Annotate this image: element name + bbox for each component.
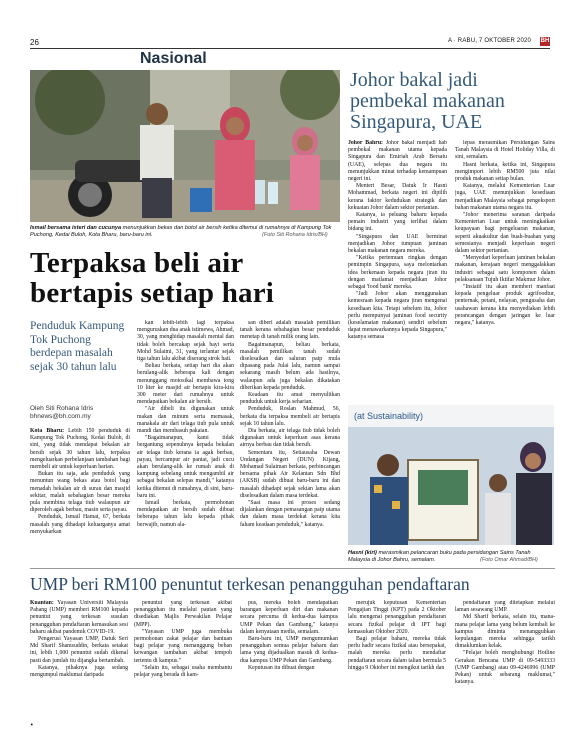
caption2-text: merasmikan pelancaran buku pada persidangan Sains Tanah Malaysia di Johor Bahru, semalam.	[348, 550, 531, 563]
newspaper-logo: BH	[540, 38, 550, 44]
article-paragraph	[240, 428, 340, 450]
paragraph-text: Penduduk, Roslan Mahmud, 56, berkata dia terpaksa membeli air bertapis sejak 10 tahun lalu.	[240, 406, 340, 427]
caption-text: menunjukkan bekas dan botol air bersih ketika ditemui di rumahnya di Kampung Tok Puchong, Kedai Buloh, Kota Bharu, baru-baru ini.	[30, 225, 332, 238]
byline-email: bhnews@bh.com.my	[30, 413, 91, 420]
article-paragraph	[348, 183, 447, 212]
byline	[30, 405, 93, 421]
article-paragraph	[137, 406, 234, 435]
paragraph-text: pendaftaran yang ditetapkan melalui laman sesawang UMP.	[455, 600, 555, 614]
article-paragraph	[137, 500, 234, 529]
paragraph-text: Bukan itu saja, ada penduduk yang menuntun wang bekas atau botol bagi menadah bekalan air di surau dan masjid sekitar, malah sebahagian besar mereka pula membina telaga tiub walaupun air diperoleh agak berbau, masin serta payau.	[30, 471, 130, 514]
paragraph-text: Beliau berkata, setiap hari dia akan berulang-alik beberapa kali dengan menunggang motosikal membawa tong 10 liter ke masjid air bertapis kira-kira 300 meter dari rumahnya untuk mendapatkan bekalan air bersih.	[137, 363, 234, 406]
right-photo-illustration	[348, 405, 554, 545]
banner-text: (at Sustainability)	[354, 411, 424, 421]
right-headline	[350, 70, 555, 133]
article-paragraph	[240, 392, 340, 406]
dateline: Johor Bahru:	[348, 140, 383, 146]
article-paragraph	[30, 636, 128, 665]
article-paragraph	[134, 600, 232, 629]
page-mark: •	[30, 722, 34, 729]
right-story-column-2	[455, 140, 555, 400]
main-headline	[30, 248, 340, 308]
article-paragraph	[348, 212, 447, 234]
article-paragraph	[348, 636, 446, 672]
right-headline-line1: Johor bakal jadi	[350, 69, 478, 91]
paragraph-text: "Insiatif itu akan memberi manfaat kepada pengeluar produk agrifoodtur, penternak, petani, nelayan, pengusaha dan usahawan kerana kita menyediakan lebih perancangan dengan jaringan ke luar negara," katanya.	[455, 284, 555, 327]
page-number: 26	[30, 38, 39, 47]
paragraph-text: Baru-baru ini, UMP mengumumkan penangguhan semua pelajar baharu dan lama yang dijadualkan masuk di kedua-dua kampus UMP Pekan dan Gambang.	[240, 636, 338, 664]
article-paragraph	[240, 406, 340, 428]
right-story-column-1	[348, 140, 447, 400]
dateline: Kuantan:	[30, 600, 54, 606]
paragraph-text: Dia berkata, air telaga tiub tidak boleh digunakan untuk keperluan asas kerana airnya berbau dan tidak bersih.	[240, 428, 340, 449]
paragraph-text: san diberi adalah masalah pemilikan tanah kerana sebahagian besar penduduk menetap di tanah milik orang lain.	[240, 320, 340, 341]
article-paragraph	[30, 665, 128, 679]
article-paragraph	[240, 600, 338, 636]
article-paragraph	[348, 255, 447, 291]
caption-bold: Ismail bersama isteri dan cucunya	[30, 225, 122, 231]
article-paragraph	[348, 140, 447, 183]
paragraph-text: Pengerusi Yayasan UMP, Datuk Seri Md Sharif Shamsuddin, berkata setakat ini, lebih 1,000 penuntut sudah dikenal pasti dan jumlah itu dijangka bertambah.	[30, 636, 128, 664]
paragraph-text: "Singapura dan UAE berminat menjadikan Johor tumpuan jaminan bekalan makanan negara mereka.	[348, 233, 447, 255]
article-paragraph	[240, 450, 340, 500]
main-headline-line2: bertapis setiap hari	[30, 277, 275, 309]
paragraph-text: lepas merasmikan Persidangan Sains Tanah Malaysia di Hotel Holiday Villa, di sini, semalam.	[455, 140, 555, 161]
paragraph-text: Lebih 150 penduduk di Kampung Tok Puchong, Kedai Buloh, di sini, yang tidak mendapat bekalan air bersih sejak 30 tahun lalu, terpaksa mengeluarkan perbelanjaan tambahan bagi membeli air untuk keperluan harian.	[30, 428, 130, 471]
standfirst: Penduduk Kampung Tok Puchong berdepan masalah sejak 30 tahun lalu	[30, 320, 125, 373]
bottom-story-column-5	[455, 600, 555, 718]
paragraph-text: Ismail berkata, permohonan mendapatkan air bersih sudah dibuat beberapa tahun lalu kepada pihak berwajib, namun ala-	[137, 500, 234, 528]
article-paragraph	[348, 600, 446, 636]
article-paragraph	[30, 428, 130, 471]
bottom-story-column-4	[348, 600, 446, 718]
paragraph-text: Yayasan Universiti Malaysia Pahang (UMP) memberi RM100 kepada penuntut yang terkesan susulan penangguhan pendaftaran kemasukan sesi baharu akibat pandemik COVID-19.	[30, 600, 128, 635]
article-paragraph	[134, 629, 232, 665]
article-paragraph	[137, 363, 234, 406]
main-photo-credit: (Foto Siti Rohana Idris/BH)	[262, 232, 328, 238]
paragraph-text: "Menyedari keperluan jaminan bekalan makanan, kerajaan negeri menggalakkan industri sebagai satu komponen dalam pelaksanaan Tujuh Iktifar Makmur Johor.	[455, 255, 555, 283]
section-label: Nasional	[140, 50, 207, 67]
paragraph-text: Penduduk, Ismail Hamat, 67, berkata masalah yang dihadapi keluarganya amat menyukarkan	[30, 514, 130, 535]
bottom-divider	[30, 568, 555, 569]
byline-name: Oleh Siti Rohana Idris	[30, 405, 94, 412]
paragraph-text: "Pelajar boleh menghubungi Hotline Gerakan Bencana UMP di 09-5493333 (UMP Gambang) atau 09-4246996 (UMP Pekan) untuk sebarang maklumat," katanya.	[455, 650, 555, 686]
main-photo-illustration	[30, 70, 340, 222]
paragraph-text: kan lebih-lebih lagi terpaksa menguruskan dua anak istimewa, Ahmad, 30, yang menghidap masalah mental dan tidak boleh bercakap sejak bayi serta Mohd Sulaimi, 31, yang terlantar sejak tiga tahun lalu akibat diserang strok hati.	[137, 320, 234, 363]
article-paragraph	[455, 183, 555, 212]
paragraph-text: Md Sharif berkata, selain itu, mana-mana pelajar lama yang belum kembali ke kampus diminta menangguhkan kepulangan mereka sehingga tarikh dimaklumkan kelak.	[455, 614, 555, 650]
paragraph-text: "Air dibeli itu digunakan untuk makan dan minum serta memasak, manakala air dari telaga tiub pula untuk mandi dan membasuh pakaian.	[137, 406, 234, 435]
article-paragraph	[30, 471, 130, 514]
paragraph-text: penuntut yang terkesan akibat penangguhan itu melalui pautan yang disediakan Majlis Perwakilan Pelajar (MPP).	[134, 600, 232, 628]
article-paragraph	[240, 342, 340, 392]
article-paragraph	[455, 255, 555, 284]
paragraph-text: merujuk keputusan Kementerian Pengajian Tinggi (KPT) pada 2 Oktober lalu mengenai penangguhan pendaftaran secara fizikal pelajar di IPT bagi kemasukan Oktober 2020.	[348, 600, 446, 635]
article-paragraph	[137, 320, 234, 363]
bottom-story-column-2	[134, 600, 232, 718]
article-paragraph	[137, 435, 234, 500]
article-paragraph	[348, 291, 447, 341]
right-headline-line2: pembekal makanan	[350, 90, 505, 112]
bottom-story-column-1	[30, 600, 128, 718]
right-photo-credit: (Foto Omar Ahmad/BH)	[480, 557, 538, 563]
article-paragraph	[455, 140, 555, 162]
article-paragraph	[30, 600, 128, 636]
paragraph-text: "Johor menerima saranan daripada Kementerian Luar untuk meningkatkan keupayaan bagi pengeluaran makanan, seperti akuakultur dan buah-buahan yang semesianya menjadi keperluan negeri dalam sektor pertanian.	[455, 212, 555, 255]
paragraph-text: "Selain itu, sebagai usaha membantu pelajar yang berada di kam-	[134, 664, 232, 679]
paragraph-text: Johor bakal menjadi hab pembekal makanan utama kepada Singapura dan Emiriah Arab Bersatu (UAE), selepas dua negara itu menunjukkan minat terhadap kemampuan negeri ini.	[348, 140, 447, 183]
main-headline-line1: Terpaksa beli air	[30, 247, 244, 279]
main-story-column-3	[240, 320, 340, 540]
bottom-story-column-3	[240, 600, 338, 718]
paragraph-text: pus, mereka boleh mendapatkan barangan keperluan diri dan makanan secara percuma di kedua-dua kampus UMP Pekan dan Gambang," katanya dalam kenyataan media, semalam.	[240, 600, 338, 635]
header-rule	[30, 48, 550, 49]
paragraph-text: "Yayasan UMP juga membuka permohonan zakat pelajar dan bantuan bagi pelajar yang menanggung beban kewangan tambahan akibat tempoh tertentu di kampus."	[134, 628, 232, 664]
paragraph-text: Keputusan itu dibuat dengan	[248, 664, 315, 671]
paragraph-text: "Ketika pertemuan ringkas dengan pemimpin Singapura, saya melontarkan idea berkenaan kepada negara jiran itu dengan matlamat menjadikan Johor sebagai 'food bank' mereka.	[348, 255, 447, 291]
main-story-column-2	[137, 320, 234, 540]
right-photo	[348, 405, 554, 545]
date-line: A · RABU, 7 OKTOBER 2020	[448, 38, 532, 44]
caption2-bold: Hasni (kiri)	[348, 550, 377, 556]
main-story-column-1	[30, 428, 130, 540]
article-paragraph	[134, 665, 232, 679]
article-paragraph	[455, 600, 555, 614]
paragraph-text: "Saat masa ini proses sedang dijalankan dengan pemasangan paip utama dan dalam masa terdekat kerana kita faham keadaan penduduk," katanya.	[240, 500, 340, 528]
paragraph-text: Katanya, ia peluang baharu kepada pemain industri yang terlibat dalam bidang ini.	[348, 212, 447, 233]
article-paragraph	[455, 212, 555, 255]
paragraph-text: Bagaimanapun, beliau berkata, masalah pemilikan tanah sudah diselesaikan dan saluran paip mula dipasang pada Julai lalu, namun sampai sekarang masih belum ada hasilnya, walaupun ada juga bekalan dikatakan diberikan kepada penduduk.	[240, 341, 340, 391]
dateline: Kota Bharu:	[30, 428, 65, 434]
article-paragraph	[455, 162, 555, 184]
article-paragraph	[30, 514, 130, 536]
paragraph-text: "Bagaimanapun, kami tidak bergantung sepenuhnya kepada bekalan air telaga tiub kerana ia agak berbau, payau, bercampur air pantai, jadi cucu akan berulang-alik ke rumah anak di kampung sebelang untuk mengambil air sebagai bekalan selepas mandi," katanya ketika ditemui di rumahnya, di sini, baru-baru ini.	[137, 435, 234, 499]
article-paragraph	[240, 500, 340, 529]
main-photo	[30, 70, 340, 222]
paragraph-text: Keadaan itu amat menyulitkan penduduk untuk kerja seharian.	[240, 392, 340, 406]
bottom-headline: UMP beri RM100 penuntut terkesan penangguhan pendaftaran	[30, 574, 470, 594]
paragraph-text: "Jadi Johor akan menggunakan kemesraan kepada negara jiran mengenai kesediaan kita. Tetapi sebelum itu, Johor perlu mempunyai jaminan food security (keselamatan makanan) sendiri sebelum dapat menawarkannya kepada Singapura," katanya semasa	[348, 291, 447, 341]
article-paragraph	[240, 320, 340, 342]
paragraph-text: Menteri Besar, Datuk Ir Hasni Mohammad, berkata negeri ini dipilih kerana faktor kedudukan strategik dan kekuatan Johor dalam sektor pertanian.	[348, 183, 447, 211]
article-paragraph	[455, 284, 555, 327]
paragraph-text: Bagi pelajar baharu, mereka tidak perlu hadir secara fizikal atau bersepakat, malah mereka perlu mendaftar pendaftaran secara dalam talian bermula 5 hingga 9 Oktober ini mengikut tarikh dan	[348, 636, 446, 671]
paragraph-text: Hasni berkata, ketika ini, Singapura mengimport lebih RM500 juta nilai produk makanan setiap bulan.	[455, 161, 555, 183]
paragraph-text: Katanya, pihaknya juga sedang mengumpul maklumat daripada	[30, 664, 128, 679]
paragraph-text: Sementara itu, Setiausaha Dewan Undangan Negeri (DUN) Kijang, Mohamad Sulaiman berkata, perbincangan bersama pihak Air Kelantan Sdn Bhd (AKSB) sudah dibuat baru-baru ini dan masalah dihadapi sejak sekian lama akan diselesaikan dalam masa terdekat.	[240, 449, 340, 499]
paragraph-text: Katanya, melalui Kementerian Luar juga, UAE menunjukkan kesediaan menjadikan Malaysia sebagai pengeksport bahan makanan utama negara itu.	[455, 183, 555, 211]
right-headline-line3: Singapura, UAE	[350, 111, 483, 133]
article-paragraph	[455, 650, 555, 686]
article-paragraph	[348, 234, 447, 256]
article-paragraph	[240, 636, 338, 665]
article-paragraph	[455, 614, 555, 650]
article-paragraph	[240, 665, 338, 672]
